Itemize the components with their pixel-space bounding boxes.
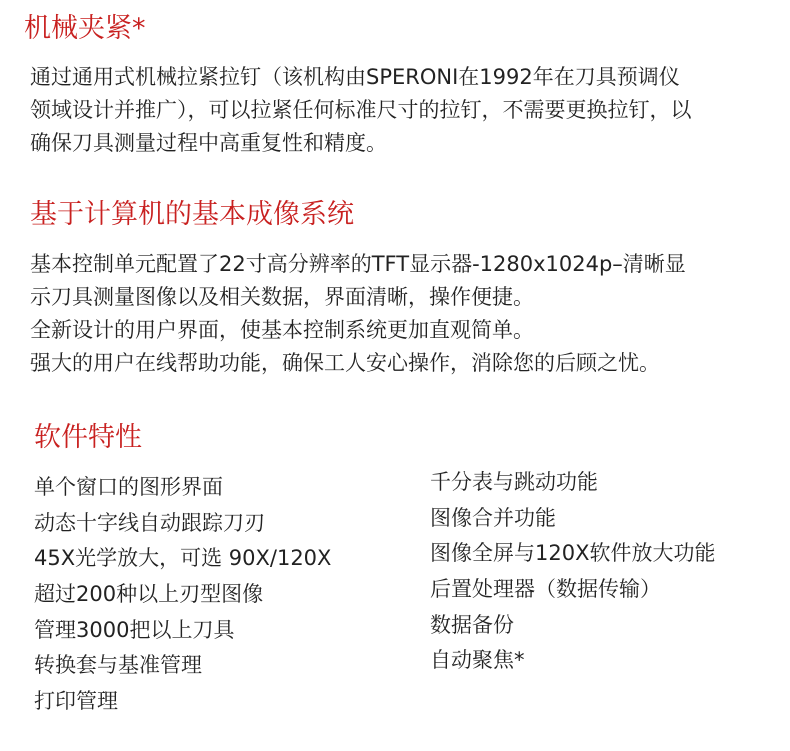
feature-item: 打印管理 — [34, 689, 118, 714]
text-line: 全新设计的用户界面，使基本控制系统更加直观简单。 — [30, 318, 534, 342]
software-features-list-left — [34, 470, 331, 720]
text-line: 示刀具测量图像以及相关数据，界面清晰，操作便捷。 — [30, 285, 534, 309]
section-title-imaging-system: 基于计算机的基本成像系统 — [30, 199, 354, 230]
text-line: 领域设计并推广），可以拉紧任何标准尺寸的拉钉，不需要更换拉钉，以 — [30, 98, 692, 122]
feature-item: 数据备份 — [430, 612, 514, 637]
feature-item: 转换套与基准管理 — [34, 653, 202, 678]
imaging-system-description — [30, 248, 770, 380]
text-line: 强大的用户在线帮助功能，确保工人安心操作，消除您的后顾之忧。 — [30, 351, 660, 375]
text-line: 通过通用式机械拉紧拉钉（该机构由SPERONI在1992年在刀具预调仪 — [30, 65, 680, 89]
feature-item: 自动聚焦* — [430, 648, 525, 673]
text-line: 基本控制单元配置了22寸高分辨率的TFT显示器-1280x1024p–清晰显 — [30, 252, 686, 276]
section-title-mechanical-clamping: 机械夹紧* — [24, 13, 146, 44]
feature-item: 千分表与跳动功能 — [430, 470, 598, 494]
feature-item: 45X光学放大，可选 90X/120X — [34, 546, 332, 571]
feature-item: 图像全屏与120X软件放大功能 — [430, 541, 716, 566]
feature-item: 超过200种以上刃型图像 — [34, 582, 264, 607]
feature-item: 图像合并功能 — [430, 505, 556, 530]
feature-item: 后置处理器（数据传输） — [430, 577, 661, 602]
mechanical-clamping-description — [30, 61, 770, 160]
feature-item: 动态十字线自动跟踪刀刃 — [34, 510, 265, 535]
software-features-list-right — [430, 465, 715, 679]
section-title-software-features: 软件特性 — [34, 422, 142, 453]
feature-item: 单个窗口的图形界面 — [34, 475, 223, 499]
text-line: 确保刀具测量过程中高重复性和精度。 — [30, 131, 387, 155]
feature-item: 管理3000把以上刀具 — [34, 617, 235, 642]
